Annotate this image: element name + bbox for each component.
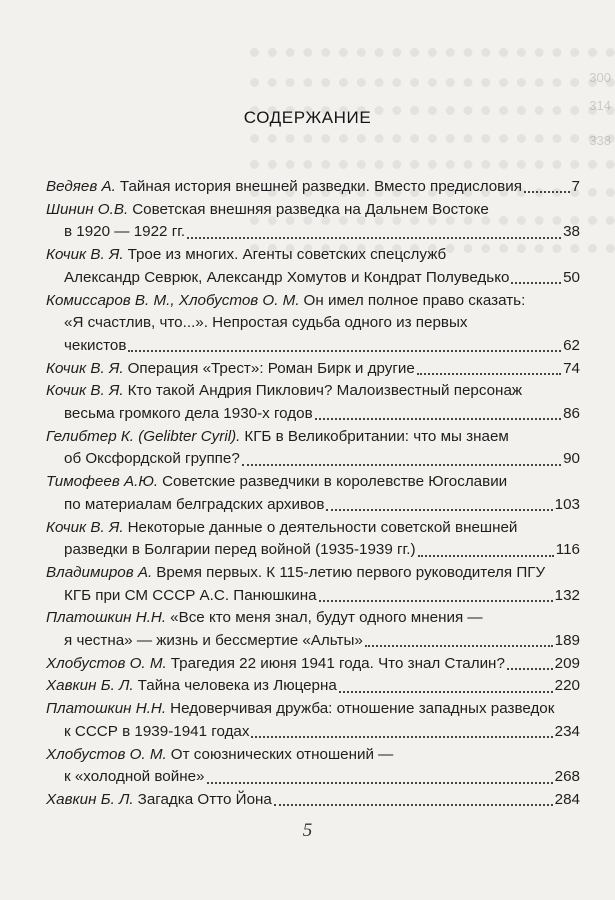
toc-leader-dots — [315, 418, 561, 420]
toc-author: Платошкин Н.Н. — [46, 609, 167, 627]
toc-entry-line — [46, 789, 580, 812]
toc-author: Тимофеев А.Ю. — [46, 473, 159, 491]
toc-author: Шинин О.В. — [46, 200, 129, 218]
bleed-page-number: 300 — [589, 70, 611, 85]
toc-entry — [46, 176, 580, 199]
toc-entry-line — [46, 358, 580, 381]
toc-page-number: 74 — [563, 359, 580, 377]
toc-page-number: 234 — [554, 722, 580, 740]
toc-title-text: Трое из многих. Агенты советских спецслужб — [127, 246, 447, 264]
toc-page-number: 62 — [563, 336, 580, 354]
toc-author: Хлобустов О. М. — [46, 745, 167, 763]
toc-author: Кочик В. Я. — [46, 382, 124, 400]
toc-entry-line — [46, 698, 580, 721]
toc-author: Хавкин Б. Л. — [46, 790, 134, 808]
toc-entry-line — [46, 607, 580, 630]
toc-leader-dots — [524, 191, 570, 193]
toc-entry — [46, 675, 580, 698]
toc-entry-line — [46, 766, 580, 789]
toc-entry — [46, 744, 580, 789]
toc-leader-dots — [128, 350, 561, 352]
toc-title-text: «Все кто меня знал, будут одного мнения — — [170, 609, 483, 627]
toc-title-text: в 1920 — 1922 гг. — [64, 223, 186, 241]
toc-entry-line — [46, 744, 580, 767]
toc-author: Кочик В. Я. — [46, 359, 124, 377]
page-title: СОДЕРЖАНИЕ — [243, 108, 372, 127]
toc-title-text: Он имел полное право сказать: — [303, 291, 526, 309]
toc-leader-dots — [326, 509, 552, 511]
toc-entry-line — [46, 494, 580, 517]
toc-entry-line — [46, 403, 580, 426]
toc-entry-line — [46, 221, 580, 244]
toc-title-text: Загадка Отто Йона — [137, 790, 272, 808]
toc-title-text: Тайна человека из Люцерна — [137, 677, 337, 695]
toc-entry — [46, 517, 580, 562]
toc-title-text: по материалам белградских архивов — [64, 495, 325, 513]
toc-title-text: весьма громкого дела 1930-х годов — [64, 405, 313, 423]
toc-entry-line — [46, 653, 580, 676]
toc-page-number: 268 — [554, 768, 580, 786]
toc-title-text: Недоверчивая дружба: отношение западных разведок — [170, 700, 555, 718]
toc-entry — [46, 244, 580, 289]
toc-author: Хавкин Б. Л. — [46, 677, 134, 695]
toc-entry-line — [46, 539, 580, 562]
toc-entry-line — [46, 312, 580, 335]
toc-page-number: 284 — [554, 790, 580, 808]
toc-entry-line — [46, 471, 580, 494]
toc-title-text: чекистов — [64, 336, 127, 354]
toc-entry-line — [46, 448, 580, 471]
toc-title-text: Трагедия 22 июня 1941 года. Что знал Сталин? — [170, 654, 505, 672]
toc-page-number: 220 — [554, 677, 580, 695]
toc-leader-dots — [251, 736, 552, 738]
toc-leader-dots — [339, 691, 553, 693]
toc-leader-dots — [418, 555, 554, 557]
toc-title-text: От союзнических отношений — — [170, 745, 394, 763]
toc-entry — [46, 358, 580, 381]
toc-entry — [46, 290, 580, 358]
toc-entry — [46, 607, 580, 652]
toc-title-text: «Я счастлив, что...». Непростая судьба одного из первых — [64, 314, 468, 332]
toc-page-number: 189 — [554, 632, 580, 650]
toc-entry-line — [46, 380, 580, 403]
toc-entry — [46, 562, 580, 607]
toc-entry-line — [46, 675, 580, 698]
toc-title-text: Некоторые данные о деятельности советской внешней — [127, 518, 518, 536]
toc-title-text: Александр Севрюк, Александр Хомутов и Кондрат Полуведько — [64, 268, 510, 286]
toc-page-number: 103 — [554, 495, 580, 513]
toc-entry-line — [46, 721, 580, 744]
toc-author: Ведяев А. — [46, 178, 116, 195]
toc-leader-dots — [242, 464, 561, 466]
toc-entry-line — [46, 244, 580, 267]
toc-page-number: 50 — [563, 268, 580, 286]
toc-title-text: Кто такой Андрия Пиклович? Малоизвестный персонаж — [127, 382, 523, 400]
toc-leader-dots — [187, 237, 561, 239]
toc-author: Гелибтер К. (Gelibter Cyril). — [46, 427, 241, 445]
toc-title-text: Тайная история внешней разведки. Вместо предисловия — [119, 178, 522, 195]
toc-title-text: Время первых. К 115-летию первого руководителя ПГУ — [156, 563, 546, 581]
toc-entry — [46, 199, 580, 244]
toc-title-text: я честна» — жизнь и бессмертие «Альты» — [64, 632, 363, 650]
toc-author: Владимиров А. — [46, 563, 153, 581]
toc-leader-dots — [507, 668, 553, 670]
toc-entry — [46, 653, 580, 676]
toc-author: Платошкин Н.Н. — [46, 700, 167, 718]
toc-author: Комиссаров В. М., Хлобустов О. М. — [46, 291, 300, 309]
toc-author: Хлобустов О. М. — [46, 654, 167, 672]
toc-author: Кочик В. Я. — [46, 246, 124, 264]
toc-title-text: Советские разведчики в королевстве Югославии — [162, 473, 508, 491]
toc-title-text: разведки в Болгарии перед войной (1935-1939 гг.) — [64, 541, 416, 559]
toc-entry-line — [46, 517, 580, 540]
table-of-contents — [46, 176, 580, 812]
page-number: 5 — [302, 820, 313, 841]
toc-leader-dots — [365, 645, 553, 647]
toc-leader-dots — [274, 804, 553, 806]
toc-page-number: 7 — [571, 178, 580, 195]
toc-page-number: 116 — [555, 541, 580, 559]
toc-title-text: к «холодной войне» — [64, 768, 205, 786]
toc-entry-line — [46, 335, 580, 358]
toc-entry — [46, 471, 580, 516]
toc-title-text: КГБ в Великобритании: что мы знаем — [244, 427, 509, 445]
toc-entry-line — [46, 562, 580, 585]
toc-entry-line — [46, 585, 580, 608]
toc-entry-line — [46, 199, 580, 222]
toc-entry-line — [46, 630, 580, 653]
toc-page-number: 86 — [563, 405, 580, 423]
toc-title-text: к СССР в 1939-1941 годах — [64, 722, 250, 740]
toc-entry-line — [46, 176, 580, 199]
toc-entry-line — [46, 267, 580, 290]
bleed-page-number: 314 — [589, 98, 611, 113]
toc-entry — [46, 698, 580, 743]
toc-page-number: 209 — [554, 654, 580, 672]
toc-entry — [46, 380, 580, 425]
toc-title-text: об Оксфордской группе? — [64, 450, 240, 468]
toc-page-number: 132 — [554, 586, 580, 604]
toc-entry-line — [46, 426, 580, 449]
toc-entry — [46, 789, 580, 812]
toc-page-number: 90 — [563, 450, 580, 468]
toc-leader-dots — [207, 782, 553, 784]
toc-title-text: Операция «Трест»: Роман Бирк и другие — [127, 359, 415, 377]
toc-entry — [46, 426, 580, 471]
toc-entry-line — [46, 290, 580, 313]
toc-author: Кочик В. Я. — [46, 518, 124, 536]
toc-leader-dots — [319, 600, 553, 602]
toc-leader-dots — [417, 373, 561, 375]
toc-leader-dots — [511, 282, 561, 284]
bleed-page-number: 338 — [589, 133, 611, 148]
toc-page-number: 38 — [563, 223, 580, 241]
toc-title-text: КГБ при СМ СССР А.С. Панюшкина — [64, 586, 317, 604]
toc-title-text: Советская внешняя разведка на Дальнем Востоке — [132, 200, 489, 218]
